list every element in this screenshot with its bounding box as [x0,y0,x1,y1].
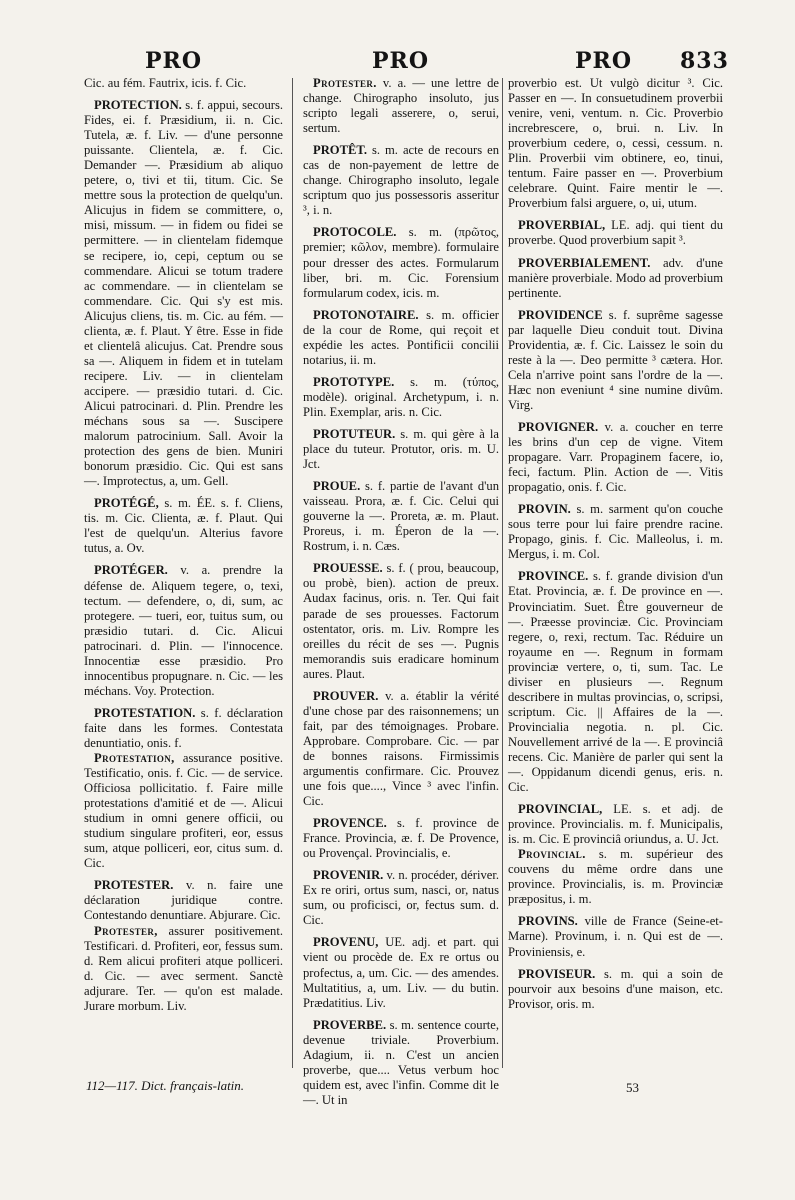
entry-headword: PROTONOTAIRE. [313,307,419,322]
entry-headword: Protestation, [94,751,175,766]
dictionary-entry [303,143,499,218]
entry-text: s. f. déclaration faite dans les formes. Contestata denuntiatio, onis. f. [84,705,283,750]
printer-signature: 112—117. Dict. français-latin. [86,1078,245,1093]
dictionary-entry [84,751,283,871]
dictionary-entry [508,218,723,248]
entry-headword: PROUESSE. [313,561,383,576]
dictionary-entry [303,225,499,300]
entry-text: s. f. suprême sagesse par laquelle Dieu conduit tout. Divina Providentia, æ. f. Cic. Laissez le soin du reste à la —. Deo permitte ³ cætera. Hor. Cela n'arrive point sans l'ordre de la —. Hæc non eveniunt ⁴ sine numine divûm. Virg. [508,307,723,412]
running-head-left: PRO [145,48,202,74]
entry-text: s. m. (τύπος, modèle). original. Archetypum, i. n. Plin. Exemplar, aris. n. Cic. [303,374,499,419]
entry-headword: PROVINS. [518,914,578,929]
dictionary-entry [508,76,723,211]
entry-headword: PROVENIR. [313,868,384,883]
dictionary-entry [84,924,283,1014]
dictionary-entry [303,76,499,136]
dictionary-entry [84,878,283,923]
entry-headword: PROTÉGER. [94,563,168,578]
entry-headword: PROVERBIAL, [518,218,606,233]
entry-headword: PROVENCE. [313,816,387,831]
entry-headword: PROTESTATION. [94,705,196,720]
entry-text: ville de France (Seine-et-Marne). Provinum, i. n. Qui est de —. Proviniensis, e. [508,914,723,959]
entry-text: s. m. qui a soin de pourvoir aux besoins d'une maison, etc. Provisor, oris. m. [508,966,723,1011]
entry-text: s. m. (πρῶτος, premier; κῶλον, membre). formulaire pour dresser des actes. Formularum liber, bri. m. Cic. Forensium formularum codex, icis. m. [303,225,499,300]
entry-headword: PROUVER. [313,688,379,703]
dictionary-entry [84,496,283,556]
entry-text: proverbio est. Ut vulgò dicitur ³. Cic. Passer en —. In consuetudinem proverbii venire, veni, ventum. n. Cic. Proverbio increbrescere, o, brui. n. Liv. In proverbium cedere, o, cessi, cessum. n. Plin. Proverbii vim obtinere, eo, tinui, tentum. Faire passer en —. Proverbium celebrare. Quint. Faire mentir le —. Proverbium falsi arguere, o, ui, utum. [508,76,723,211]
column-rule-2 [502,78,503,1068]
entry-headword: PROTECTION. [94,98,182,113]
entry-text: v. a. coucher en terre les brins d'un cep de vigne. Vitem propagare. Varr. Propaginem facere, io, feci, factum. Plin. Action de —. Vitis propagatio, onis. f. Cic. [508,419,723,495]
dictionary-entry [303,935,499,1010]
entry-text: assurer positivement. Testificari. d. Profiteri, eor, fessus sum. d. Rem alicui profiteri atque polliceri. d. Cic. — avec serment. Sanctè adjurare. Ter. — qu'on est malade. Jurare morbum. Liv. [84,923,283,1013]
dictionary-entry [84,706,283,751]
entry-text: s. f. province de France. Provincia, æ. f. De Provence, ou Provençal. Provincialis, e. [303,816,499,861]
dictionary-entry [508,569,723,795]
dictionary-entry [303,689,499,809]
dictionary-entry [303,561,499,681]
entry-text: LE. s. et adj. de province. Provincialis. m. f. Municipalis, is. m. Cic. E provinciâ oriundus, a. U. Jct. [508,802,723,847]
entry-headword: PROVIDENCE [518,307,603,322]
entry-text: adv. d'une manière proverbiale. Modo ad proverbium pertinente. [508,255,723,300]
dictionary-entry [84,563,283,698]
entry-text: UE. adj. et part. qui vient ou procède de. Ex re ortus ou profectus, a, um. Cic. — des amendes. Multatitius, a, um. Liv. — du butin. Prædatitius. Liv. [303,935,499,1010]
dictionary-entry [303,308,499,368]
dictionary-entry [508,967,723,1012]
dictionary-entry [508,420,723,495]
column-2 [303,76,500,1107]
column-1 [84,76,283,1070]
dictionary-entry [508,308,723,413]
entry-headword: PROTÉGÉ, [94,496,159,511]
dictionary-entry [303,1018,499,1108]
entry-headword: PROUE. [313,479,361,494]
entry-text: s. m. supérieur des couvens du même ordre dans une province. Provincialis, is. m. Provinciæ præpositus, i. m. [508,847,723,907]
entry-headword: PROTÊT. [313,143,367,158]
dictionary-entry [508,502,723,562]
entry-text: v. n. faire une déclaration juridique contre. Contestando denuntiare. Abjurare. Cic. [84,878,283,923]
entry-headword: Protester, [94,923,158,938]
entry-text: s. f. partie de l'avant d'un vaisseau. Prora, æ. f. Cic. Celui qui gouverne la —. Proreta, æ. m. Plaut. Proreus, i. m. Éperon de la —. Rostrum, i. n. Cæs. [303,479,500,554]
entry-headword: PROVIGNER. [518,419,599,434]
running-head-right: PRO [575,48,632,74]
entry-headword: Provincial. [518,847,586,862]
entry-headword: PROTESTER. [94,878,174,893]
entry-headword: PROVERBIALEMENT. [518,255,651,270]
entry-headword: PROTOTYPE. [313,374,395,389]
entry-text: s. f. grande division d'un Etat. Provincia, æ. f. De province en —. Provinciatim. Suet. Être gouverneur de —. Præesse provinciæ. Cic. Provinciam regere, o, rexi, rectum. Tac. Réduire un royaume en —. Regnum in formam provinciæ vertere, o, ti, sum. Tac. Le diviser en plusieurs —. Regnum describere in multas provincias, o, scripsi, scriptum. Cic. || Affaires de la —. Provincialia negotia. n. pl. Cic. Nouvellement arrivé de la —. E provinciâ recens. Cic. Manière de parler qui sent la —. Oppidanum dicendi genus, eris. n. Cic. [508,569,723,795]
entry-text: s. m. officier de la cour de Rome, qui reçoit et expédie les actes. Pontificii concilii notarius, ii. m. [303,307,499,367]
entry-text: s. m. ÉE. s. f. Cliens, tis. m. Cic. Clienta, æ. f. Plaut. Qui l'est de quelqu'un. Alterius favore tutus, a. Ov. [84,496,283,556]
entry-headword: PROVINCE. [518,569,589,584]
entry-headword: PROVISEUR. [518,966,596,981]
dictionary-entry [303,427,499,472]
column-3 [508,76,723,1070]
dictionary-entry [303,375,499,420]
dictionary-entry [84,76,283,91]
entry-text: LE. adj. qui tient du proverbe. Quod proverbium sapit ³. [508,218,723,248]
entry-text: s. m. sarment qu'on couche sous terre pour lui faire prendre racine. Propago, ginis. f. Cic. Malleolus, i. m. Mergus, i. m. Col. [508,502,723,562]
entry-text: v. a. établir la vérité d'une chose par des raisonnemens; un fait, par des témoignages. Probare. Approbare. Comprobare. Cic. — par de bonnes raisons. Firmissimis argumentis confirmare. Cic. Prouvez une fois que...., Vince ³ avec l'infin. Cic. [303,688,499,809]
entry-text: assurance positive. Testificatio, onis. f. Cic. — de service. Officiosa pollicitatio. f. Faire mille protestations d'amitié et de —. Alicui studium in omni genere officii, ou studium singulare profiteri, eor, essus sum, atque polliceri, eor, citus sum. d. Cic. [84,751,283,871]
entry-text: s. m. qui gère à la place du tuteur. Protutor, oris. m. U. Jct. [303,426,499,472]
entry-headword: PROVINCIAL, [518,802,603,817]
dictionary-entry [508,802,723,847]
entry-headword: Protester. [313,76,377,90]
dictionary-entry [84,98,283,489]
entry-text: s. f. appui, secours. Fides, ei. f. Præsidium, ii. n. Cic. Tutela, æ. f. Liv. — d'une personne puissante. Clientela, æ. f. Cic. Demander —. Præsidium ab aliquo petere, o, tivi et tii, titum. Cic. Se mettre sous la protection de quelqu'un. Alicujus in fidem se committere, o, misi, missum. — in fidem ou fidei se permittere. — in clientelam fidemque se recipere, io, cepi, ceptum ou se commendare. Alicui se totum tradere ac commendare. — in clientelam se commendare. Cic. Qui s'y est mis. Alicujus cliens, tis. m. Cic. au fém. — clienta, æ. f. Plaut. Y être. Esse in fide et clientelâ alicujus. Cat. Prendre sous sa —. Aliquem in fidem et in tutelam recipere. Liv. — in clientelam accipere. — præsidio tutari. d. Cic. Alicui patrocinari. d. Plin. Prendre les méchans sous sa —. Suscipere malorum patrocinium. Sall. Avoir la protection des gens de bien. Muniri bonorum præsidio. Cic. Qui est sans —. Improtectus, a, um. Gell. [84,98,283,489]
entry-text: s. m. acte de recours en cas de non-payement de lettre de change. Chirographo insoluto, legale scriptum quo jus possessoris asseritur ³, i. n. [303,143,499,218]
sheet-folio: 53 [626,1080,639,1095]
entry-headword: PROTOCOLE. [313,225,397,240]
entry-text: s. m. sentence courte, devenue triviale. Proverbium. Adagium, ii. n. C'est un ancien proverbe, que.... Vetus verbum hoc quidem est, avec l'infin. Comme dit le —. Ut in [303,1017,499,1107]
dictionary-entry [303,479,499,554]
entry-headword: PROVENU, [313,935,379,950]
entry-text: v. a. prendre la défense de. Aliquem tegere, o, texi, tectum. — defendere, o, di, sum, ac protegere. — tueri, eor, tuitus sum, ou præsidio tutari. d. Cic. Alicui patrocinari. d. Plin. — l'innocence. Innocentiæ esse præsidio. Pro innocentibus propugnare. n. Cic. — les méchans. Voy. Protection. [84,563,283,698]
column-rule-1 [292,78,293,1068]
entry-text: s. f. ( prou, beaucoup, ou probè, bien). action de preux. Audax facinus, oris. n. Ter. Qui fait parade de ses prouesses. Factorum ostentator, oris. m. Liv. Rompre les oreilles du récit de ses —. Pugnis memorandis suis eradicare hominum aures. Plaut. [303,561,499,681]
dictionary-entry [508,256,723,301]
page-number: 833 [680,48,729,74]
entry-text: v. n. procéder, dériver. Ex re oriri, ortus sum, nasci, or, natus sum, ou proficisci, or, fectus sum. d. Cic. [303,868,499,928]
dictionary-entry [303,816,499,861]
entry-headword: PROVIN. [518,502,571,517]
running-head-center: PRO [372,48,429,74]
entry-headword: PROTUTEUR. [313,426,396,441]
entry-text: Cic. au fém. Fautrix, icis. f. Cic. [84,76,247,90]
dictionary-entry [508,914,723,959]
entry-headword: PROVERBE. [313,1017,387,1032]
dictionary-entry [508,847,723,907]
entry-text: v. a. — une lettre de change. Chirographo insoluto, jus scripto legali asserere, o, serui, sertum. [303,76,499,136]
dictionary-entry [303,868,499,928]
